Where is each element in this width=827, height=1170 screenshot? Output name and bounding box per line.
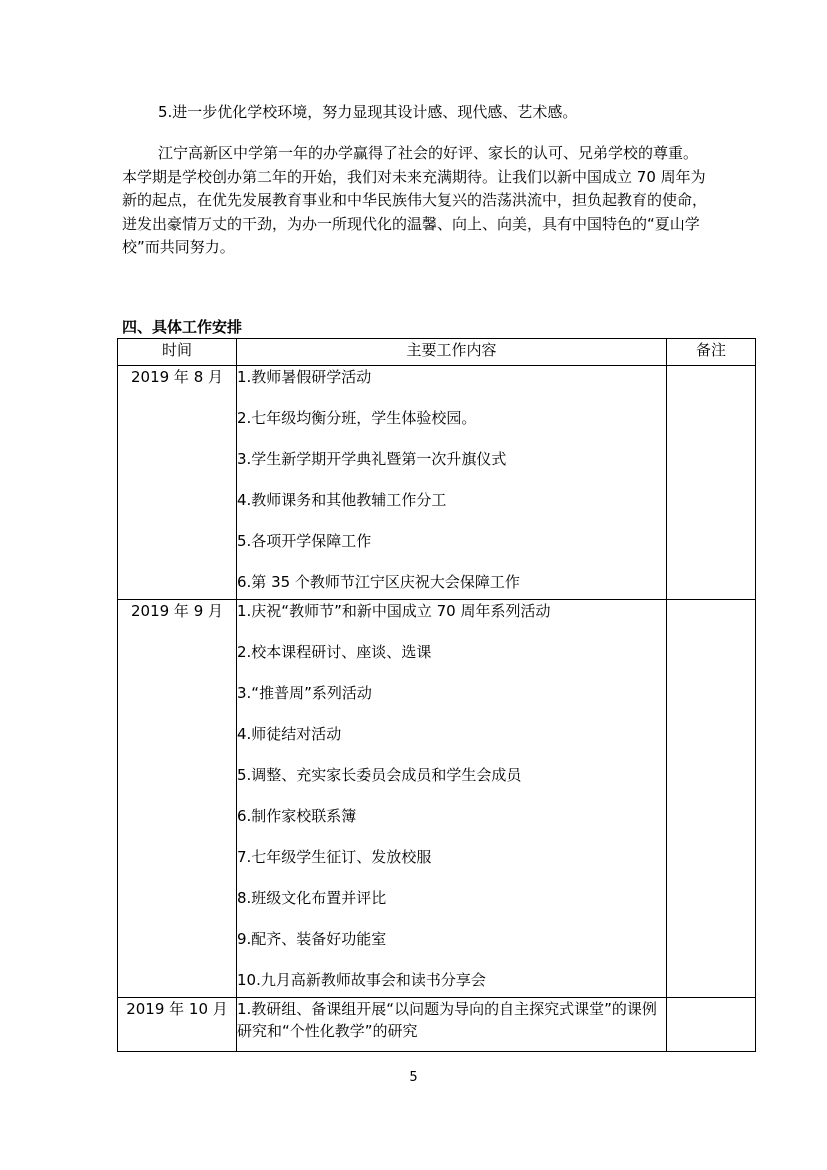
row-time: 2019 年 9 月: [118, 600, 237, 998]
row-items: [237, 366, 667, 600]
header-time: 时间: [118, 339, 237, 366]
list-item: 1.教师暑假研学活动: [237, 368, 372, 386]
list-item: 3.学生新学期开学典礼暨第一次升旗仪式: [237, 450, 507, 468]
list-item: 5.调整、充实家长委员会成员和学生会成员: [237, 766, 522, 784]
table-row: [118, 600, 756, 998]
row-note: [667, 366, 756, 600]
row-items: [237, 998, 667, 1052]
section-title: 四、具体工作安排: [122, 318, 243, 336]
row-note: [667, 998, 756, 1052]
list-item: 6.第 35 个教师节江宁区庆祝大会保障工作: [237, 573, 520, 591]
table-row: [118, 366, 756, 600]
list-item: 2.校本课程研讨、座谈、选课: [237, 643, 432, 661]
list-item: 3.“推普周”系列活动: [237, 684, 372, 702]
work-schedule-table: [117, 338, 756, 1052]
list-item: 4.师徒结对活动: [237, 725, 342, 743]
list-item: 1.庆祝“教师节”和新中国成立 70 周年系列活动: [237, 602, 551, 620]
list-item: 1.教研组、备课组开展“以问题为导向的自主探究式课堂”的课例研究和“个性化教学”的研究: [237, 1000, 657, 1040]
list-item: 6.制作家校联系簿: [237, 807, 357, 825]
list-item: 9.配齐、装备好功能室: [237, 930, 387, 948]
row-time: 2019 年 8 月: [118, 366, 237, 600]
paragraph-goal-5: 5.进一步优化学校环境，努力显现其设计感、现代感、艺术感。: [158, 103, 578, 121]
page-number: 5: [409, 1070, 418, 1085]
header-content: 主要工作内容: [237, 339, 667, 366]
list-item: 5.各项开学保障工作: [237, 532, 372, 550]
paragraph-conclusion: 江宁高新区中学第一年的办学赢得了社会的好评、家长的认可、兄弟学校的尊重。本学期是学校创办第二年的开始，我们对未来充满期待。让我们以新中国成立 70 周年为新的起点，在优先发展教育事业和中华民族伟大复兴的浩荡洪流中，担负起教育的使命，迸发出豪情万丈的干劲，为办一所现代化的温馨、向上、向美，具有中国特色的“夏山学校”而共同努力。: [122, 144, 708, 256]
list-item: 7.七年级学生征订、发放校服: [237, 848, 432, 866]
list-item: 10.九月高新教师故事会和读书分享会: [237, 971, 486, 989]
header-note: 备注: [667, 339, 756, 366]
list-item: 8.班级文化布置并评比: [237, 889, 387, 907]
table-row: [118, 998, 756, 1052]
table-header-row: [118, 339, 756, 366]
row-time: 2019 年 10 月: [118, 998, 237, 1052]
row-note: [667, 600, 756, 998]
list-item: 4.教师课务和其他教辅工作分工: [237, 491, 447, 509]
row-items: [237, 600, 667, 998]
list-item: 2.七年级均衡分班，学生体验校园。: [237, 409, 477, 427]
